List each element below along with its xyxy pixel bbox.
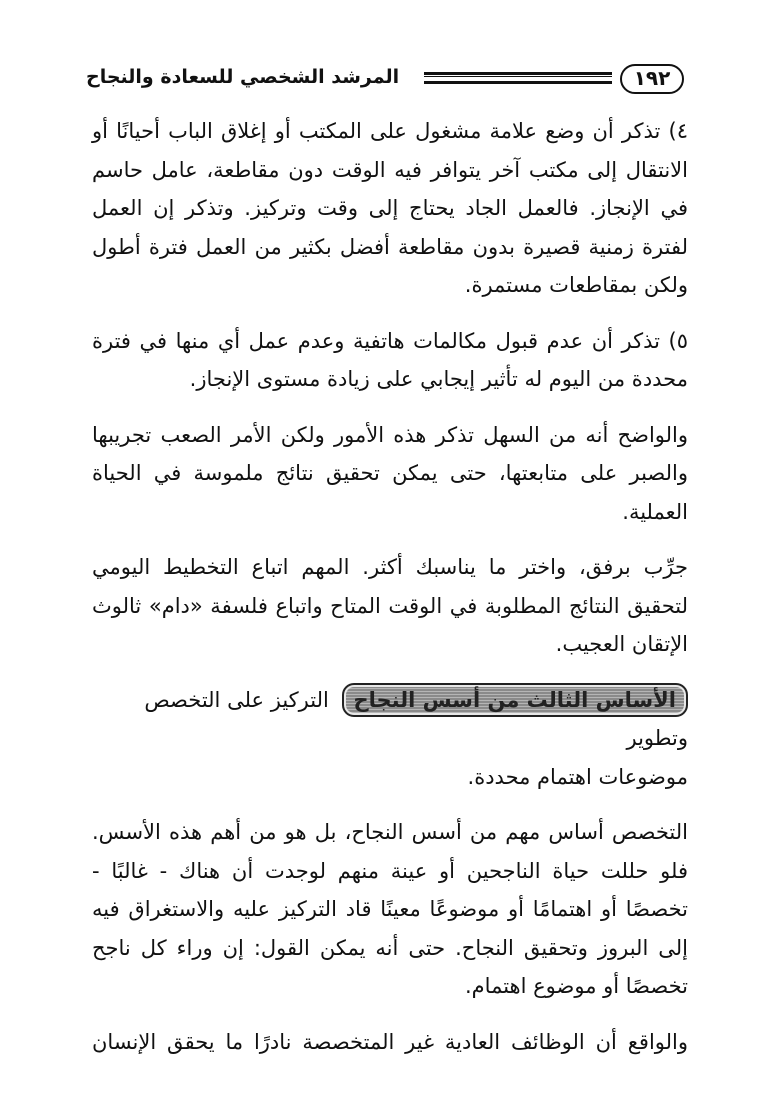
- page-content: [92, 112, 688, 1061]
- paragraph-advice: جرِّب برفق، واختر ما يناسبك أكثر. المهم اتباع التخطيط اليومي لتحقيق النتائج المطلوبة في الوقت المتاح واتباع فلسفة «دام» ثالوث الإتقان العجيب.: [92, 555, 688, 656]
- header-rule: [424, 72, 612, 84]
- paragraph-specialization: التخصص أساس مهم من أسس النجاح، بل هو من أهم هذه الأسس. فلو حللت حياة الناجحين أو عينة منهم لوجدت أن هناك - غالبًا - تخصصًا أو اهتمامًا أو موضوعًا معينًا قاد التركيز عليه والاستغراق فيه إلى البروز وتحقيق النجاح. حتى أنه يمكن القول: إن وراء كل ناجح تخصصًا أو موضوع اهتمام.: [92, 820, 688, 998]
- book-title: المرشد الشخصي للسعادة والنجاح: [86, 66, 400, 88]
- section-heading-text: التركيز على التخصص وتطوير: [144, 687, 688, 750]
- section-heading-continuation: موضوعات اهتمام محددة.: [467, 764, 688, 789]
- section-heading-line: [92, 681, 688, 758]
- page-number: ١٩٢: [620, 64, 684, 94]
- paragraph-final-line: والواقع أن الوظائف العادية غير المتخصصة نادرًا ما يحقق الإنسان: [92, 1029, 688, 1054]
- paragraph-item-5: ٥) تذكر أن عدم قبول مكالمات هاتفية وعدم عمل أي منها في فترة محددة من اليوم له تأثير إيجابي على زيادة مستوى الإنجاز.: [92, 328, 688, 391]
- section-heading-label: الأساس الثالث من أسس النجاح: [342, 683, 689, 717]
- paragraph-conclusion: والواضح أنه من السهل تذكر هذه الأمور ولكن الأمر الصعب تجريبها والصبر على متابعتها، حتى يمكن تحقيق نتائج ملموسة في الحياة العملية.: [92, 422, 688, 524]
- page-header: [86, 62, 684, 98]
- paragraph-item-4: ٤) تذكر أن وضع علامة مشغول على المكتب أو إغلاق الباب أحيانًا أو الانتقال إلى مكتب آخر يتوافر فيه الوقت دون مقاطعة، عامل حاسم في الإنجاز. فالعمل الجاد يحتاج إلى وقت وتركيز. وتذكر إن العمل لفترة زمنية قصيرة بدون مقاطعة أفضل بكثير من العمل فترة أطول ولكن بمقاطعات مستمرة.: [92, 119, 688, 297]
